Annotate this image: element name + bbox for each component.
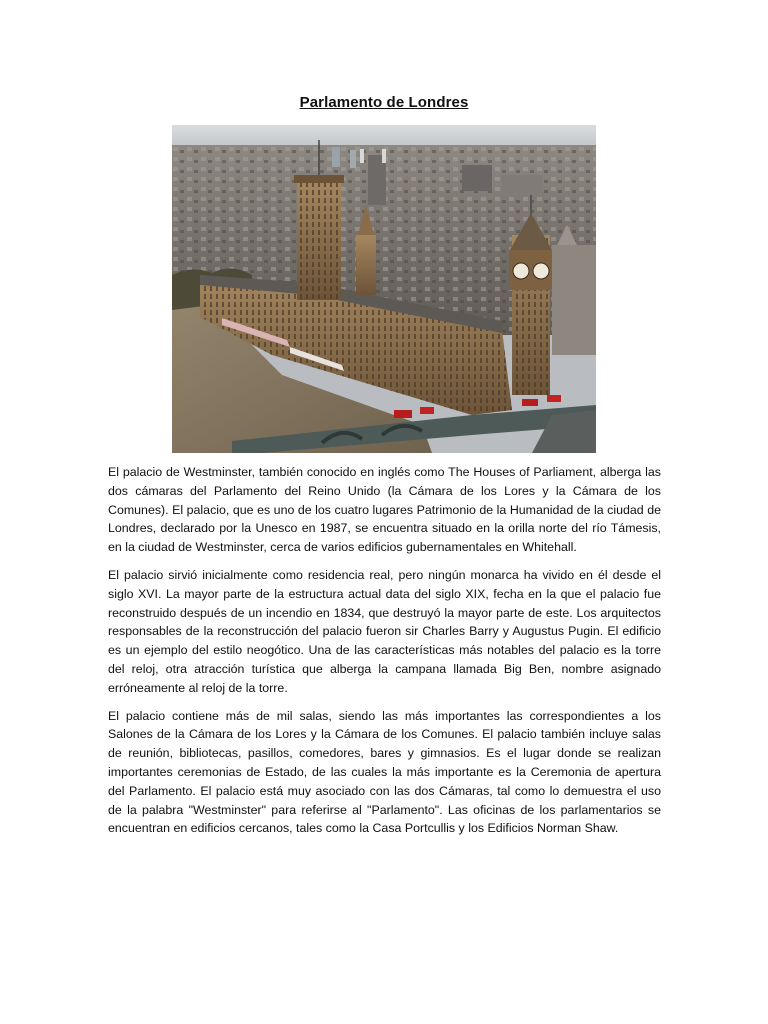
- page-title: Parlamento de Londres: [299, 94, 469, 111]
- body-text: [108, 463, 661, 847]
- parliament-photo: [172, 125, 596, 453]
- paragraph-3: El palacio contiene más de mil salas, siendo las más importantes las correspondientes a los Salones de la Cámara de los Lores y la Cámara de los Comunes. El palacio también incluye salas de reunión, bibliotecas, pasillos, comedores, bares y gimnasios. Es el lugar donde se realizan importantes ceremonias de Estado, de las cuales la más importante es la Ceremonia de apertura del Parlamento. El palacio está muy asociado con las dos Cámaras, tal como lo demuestra el uso de la palabra "Westminster" para referirse al "Parlamento". Las oficinas de los parlamentarios se encuentran en edificios cercanos, tales como la Casa Portcullis y los Edificios Norman Shaw.: [108, 708, 661, 836]
- paragraph-2: El palacio sirvió inicialmente como residencia real, pero ningún monarca ha vivido en él desde el siglo XVI. La mayor parte de la estructura actual data del siglo XIX, fecha en la que el palacio fue reconstruido después de un incendio en 1834, que destruyó la mayor parte de este. Los arquitectos responsables de la reconstrucción del palacio fueron sir Charles Barry y Augustus Pugin. El edificio es un ejemplo del estilo neogótico. Una de las características más notables del palacio es la torre del reloj, otra atracción turística que alberga la campana llamada Big Ben, nombre asignado erróneamente al reloj de la torre.: [108, 567, 661, 695]
- paragraph-1: El palacio de Westminster, también conocido en inglés como The Houses of Parliament, alberga las dos cámaras del Parlamento del Reino Unido (la Cámara de los Lores y la Cámara de los Comunes). El palacio, que es uno de los cuatro lugares Patrimonio de la Humanidad de la ciudad de Londres, declarado por la Unesco en 1987, se encuentra situado en la orilla norte del río Támesis, en la ciudad de Westminster, cerca de varios edificios gubernamentales en Whitehall.: [108, 465, 661, 555]
